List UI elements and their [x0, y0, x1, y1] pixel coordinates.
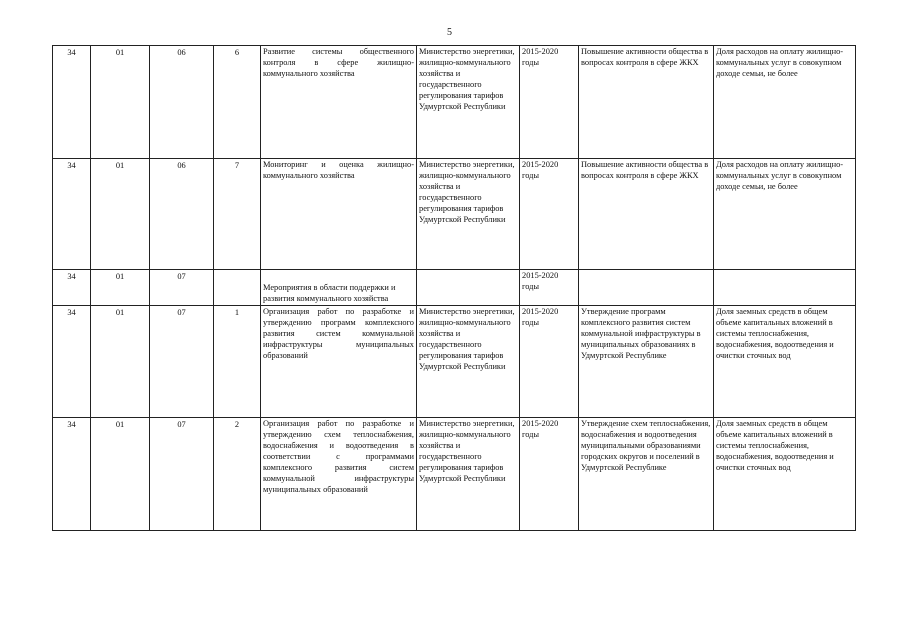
expected-result: Утверждение схем теплоснабжения, водоснабжения и водоотведения муниципальными образованиями городских округов и поселений в Удмуртской Республике	[579, 418, 714, 531]
code-m: 1	[214, 306, 261, 418]
measure-name: Организация работ по разработке и утверждению схем теплоснабжения, водоснабжения и водоотведения в соответствии с программами комплексного развития систем коммунальной инфраструктуры муниципальных образований	[261, 418, 417, 531]
expected-result: Повышение активности общества в вопросах контроля в сфере ЖКХ	[579, 46, 714, 159]
table-row	[53, 159, 856, 270]
measure-name: Мониторинг и оценка жилищно-коммунального хозяйства	[261, 159, 417, 270]
table-row	[53, 306, 856, 418]
executor: Министерство энергетики, жилищно-коммунального хозяйства и государственного регулирования тарифов Удмуртской Республики	[417, 46, 520, 159]
measure-name: Организация работ по разработке и утверждению программ комплексного развития систем коммунальной инфраструктуры муниципальных образований	[261, 306, 417, 418]
code-pp: 01	[91, 159, 150, 270]
table-row	[53, 270, 856, 306]
code-pp: 01	[91, 46, 150, 159]
expected-result: Утверждение программ комплексного развития систем коммунальной инфраструктуры в муниципальных образованиях в Удмуртской Республике	[579, 306, 714, 418]
executor	[417, 270, 520, 306]
table-row	[53, 46, 856, 159]
measure-name: Развитие системы общественного контроля в сфере жилищно-коммунального хозяйства	[261, 46, 417, 159]
executor: Министерство энергетики, жилищно-коммунального хозяйства и государственного регулирования тарифов Удмуртской Республики	[417, 306, 520, 418]
expected-result: Повышение активности общества в вопросах контроля в сфере ЖКХ	[579, 159, 714, 270]
indicator: Доля заемных средств в общем объеме капитальных вложений в системы теплоснабжения, водоснабжения, водоотведения и очистки сточных вод	[714, 418, 856, 531]
code-m	[214, 270, 261, 306]
page-number: 5	[447, 27, 452, 38]
indicator: Доля расходов на оплату жилищно-коммунальных услуг в совокупном доходе семьи, не более	[714, 159, 856, 270]
code-m: 6	[214, 46, 261, 159]
code-gp: 34	[53, 418, 91, 531]
measure-name	[261, 270, 417, 306]
code-m: 2	[214, 418, 261, 531]
code-pp: 01	[91, 418, 150, 531]
code-gp: 34	[53, 306, 91, 418]
code-gp: 34	[53, 159, 91, 270]
term: 2015-2020 годы	[520, 46, 579, 159]
executor: Министерство энергетики, жилищно-коммунального хозяйства и государственного регулирования тарифов Удмуртской Республики	[417, 159, 520, 270]
code-om: 06	[150, 46, 214, 159]
indicator: Доля расходов на оплату жилищно-коммунальных услуг в совокупном доходе семьи, не более	[714, 46, 856, 159]
program-table	[52, 45, 856, 531]
code-om: 07	[150, 418, 214, 531]
code-gp: 34	[53, 270, 91, 306]
code-om: 07	[150, 306, 214, 418]
code-gp: 34	[53, 46, 91, 159]
code-m: 7	[214, 159, 261, 270]
term: 2015-2020 годы	[520, 159, 579, 270]
executor: Министерство энергетики, жилищно-коммунального хозяйства и государственного регулирования тарифов Удмуртской Республики	[417, 418, 520, 531]
expected-result	[579, 270, 714, 306]
table-row	[53, 418, 856, 531]
term: 2015-2020 годы	[520, 270, 579, 306]
term: 2015-2020 годы	[520, 306, 579, 418]
code-om: 06	[150, 159, 214, 270]
indicator	[714, 270, 856, 306]
code-pp: 01	[91, 270, 150, 306]
term: 2015-2020 годы	[520, 418, 579, 531]
indicator: Доля заемных средств в общем объеме капитальных вложений в системы теплоснабжения, водоснабжения, водоотведения и очистки сточных вод	[714, 306, 856, 418]
code-om: 07	[150, 270, 214, 306]
measure-name-text: Мероприятия в области поддержки и развития коммунального хозяйства	[263, 283, 396, 303]
code-pp: 01	[91, 306, 150, 418]
